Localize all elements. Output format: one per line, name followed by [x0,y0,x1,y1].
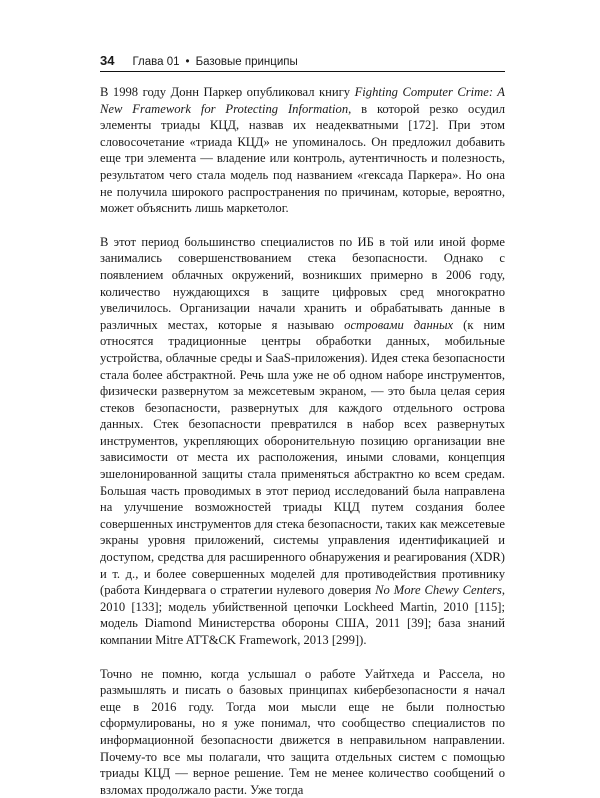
paragraph-1 [100,84,505,217]
running-header [100,50,505,72]
paragraph-text: Точно не помню, когда услышал о работе Уайтхеда и Рассела, но размышлять и писать о базовых принципах кибербезопасности я начал еще в 2016 году. Тогда мои мысли еще не были полностью сформулированы, но я уже понимал, что сообщество специалистов по информационной безопасности движется в неправильном направлении. Почему-то все мы полагали, что защита отдельных систем с помощью триады КЦД — верное решение. Тем не менее количество сообщений о взломах продолжало расти. Уже тогда [100,666,505,797]
paragraph-text: , в которой резко осудил элементы триады КЦД, назвав их неадекватными [172]. При этом словосочетание «триада КЦД» не упоминалось. Он предложил добавить еще три элемента — владение или контроль, аутентичность и полезность, результатом чего стала модель под названием «гексада Паркера». Но она не получила широкого распространения по причинам, которые, вероятно, может объяснить лишь маркетолог. [100,101,505,216]
paragraph-3 [100,666,505,798]
paragraph-text: В этот период большинство специалистов по ИБ в той или иной форме занимались совершенствованием стека безопасности. Однако с появлением облачных окружений, возникших примерно в 2006 году, количество нуждающихся в защите цифровых сред многократно увеличилось. Организации начали хранить и обрабатывать данные в различных местах, которые я называю [100,234,505,332]
page-number: 34 [100,53,115,68]
emphasized-term: островами данных [344,317,454,332]
section-title: Базовые принципы [195,56,298,68]
book-title: Fighting Computer Crime: A New Framework for Protecting Information [100,85,506,116]
work-title: No More Chewy Centers [375,583,502,598]
header-separator: • [185,56,190,68]
paragraph-text: В 1998 году Донн Паркер опубликовал книгу [100,85,355,99]
chapter-label: Глава 01 [132,56,180,68]
book-page [100,50,505,798]
body-text [100,84,505,798]
paragraph-text: , 2010 [133]; модель убийственной цепочки Lockheed Martin, 2010 [115]; модель Diamond Министерства обороны США, 2011 [39]; база знаний компании Mitre ATT&CK Framework, 2013 [299]). [100,583,505,647]
paragraph-text: (к ним относятся традиционные центры обработки данных, мобильные устройства, облачные среды и SaaS-приложения). Идея стека безопасности стала более абстрактной. Речь шла уже не об одном наборе инструментов, физически развернутом за межсетевым экраном, — это была целая серия стеков безопасности, развернутых для каждого отдельного острова данных. Стек безопасности превратился в набор всех развернутых инструментов, укрепляющих оборонительную позицию организации вне зависимости от места их расположения, иными словами, концепция эшелонированной защиты стала применяться абстрактно ко всем средам. Большая часть проводимых в этот период исследований была направлена на улучшение возможностей триады КЦД путем создания более совершенных инструментов для стека безопасности, таких как межсетевые экраны уровня приложений, системы управления идентификацией и доступом, средства для расширенного обнаружения и реагирования (XDR) и т. д., и более совершенных моделей для противодействия противнику (работа Киндервага о стратегии нулевого доверия [100,317,505,598]
paragraph-2 [100,234,505,649]
